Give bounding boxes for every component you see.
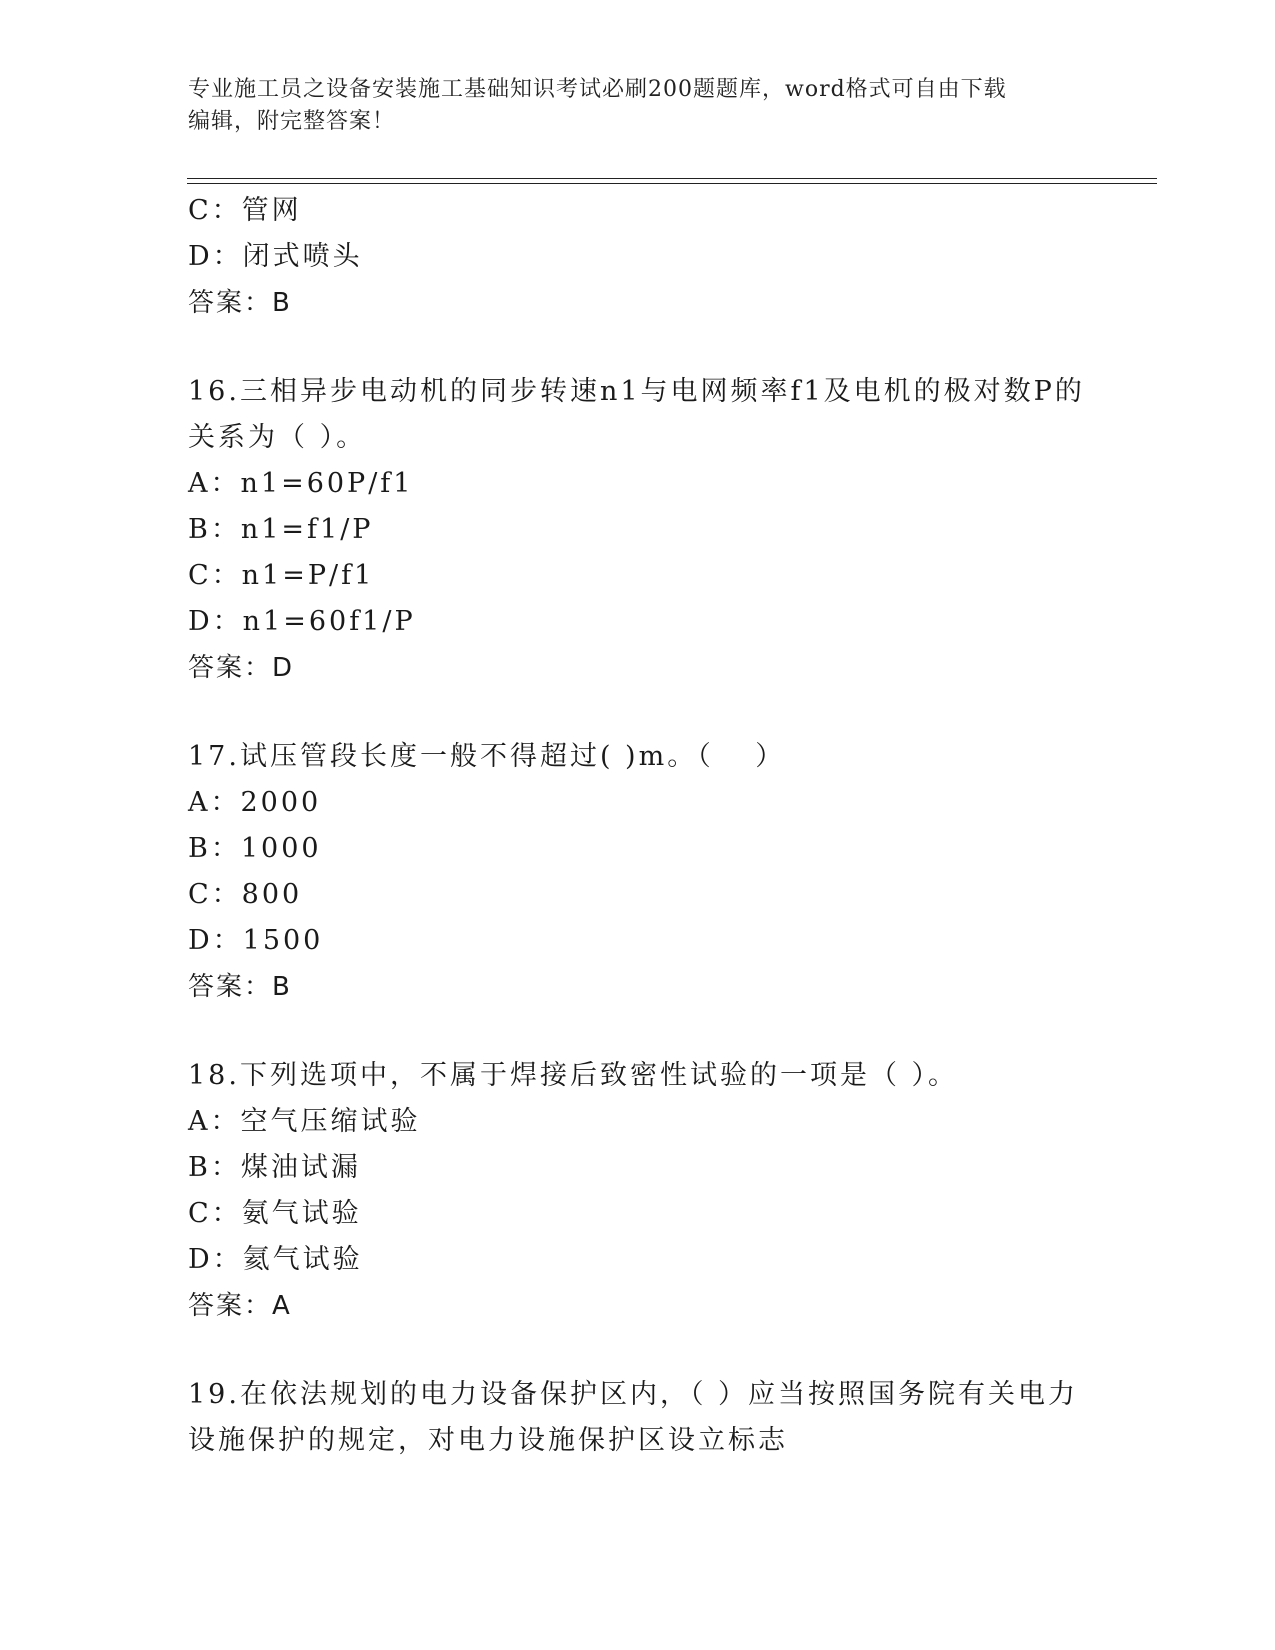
header-rule-bottom (187, 183, 1157, 184)
option-c: C：氨气试验 (188, 1198, 362, 1229)
question-16 (188, 369, 1088, 691)
question-19 (188, 1372, 1088, 1464)
spacer (188, 691, 1088, 734)
header-rule-top (187, 178, 1157, 179)
option-a: A：空气压缩试验 (188, 1106, 421, 1137)
question-text-line-1: 16.三相异步电动机的同步转速n1与电网频率f1及电机的极对数P的 (188, 376, 1085, 407)
option-d: D：氦气试验 (188, 1244, 363, 1275)
option-b: B：煤油试漏 (188, 1152, 361, 1183)
question-text-line-1: 17.试压管段长度一般不得超过( )m。（ ） (188, 741, 786, 772)
option-a: A：2000 (188, 787, 322, 818)
question-text-line-1: 19.在依法规划的电力设备保护区内，（ ）应当按照国务院有关电力 (188, 1379, 1079, 1410)
spacer (188, 1010, 1088, 1053)
option-b: B：n1=f1/P (188, 514, 374, 545)
option-d: D：1500 (188, 925, 324, 956)
question-list (188, 188, 1088, 1464)
spacer (188, 326, 1088, 369)
option-d: D：闭式喷头 (188, 241, 363, 272)
question-18 (188, 1053, 1088, 1329)
option-c: C：n1=P/f1 (188, 560, 375, 591)
question-15-tail (188, 188, 1088, 326)
option-d: D：n1=60f1/P (188, 606, 416, 637)
option-a: A：n1=60P/f1 (188, 468, 414, 499)
question-text-line-2: 设施保护的规定，对电力设施保护区设立标志 (188, 1425, 788, 1456)
answer: 答案：B (188, 972, 292, 1002)
answer: 答案：A (188, 1291, 292, 1321)
header-line-2: 编辑，附完整答案！ (188, 109, 396, 134)
question-17 (188, 734, 1088, 1010)
question-text-line-1: 18.下列选项中，不属于焊接后致密性试验的一项是（ ）。 (188, 1060, 959, 1091)
option-c: C：800 (188, 879, 303, 910)
document-header (188, 74, 1088, 138)
answer: 答案：D (188, 653, 295, 683)
answer: 答案：B (188, 288, 292, 318)
spacer (188, 1329, 1088, 1372)
option-c: C：管网 (188, 195, 302, 226)
header-line-1: 专业施工员之设备安装施工基础知识考试必刷200题题库，word格式可自由下载 (188, 77, 1007, 102)
option-b: B：1000 (188, 833, 322, 864)
question-text-line-2: 关系为（ ）。 (188, 422, 367, 453)
